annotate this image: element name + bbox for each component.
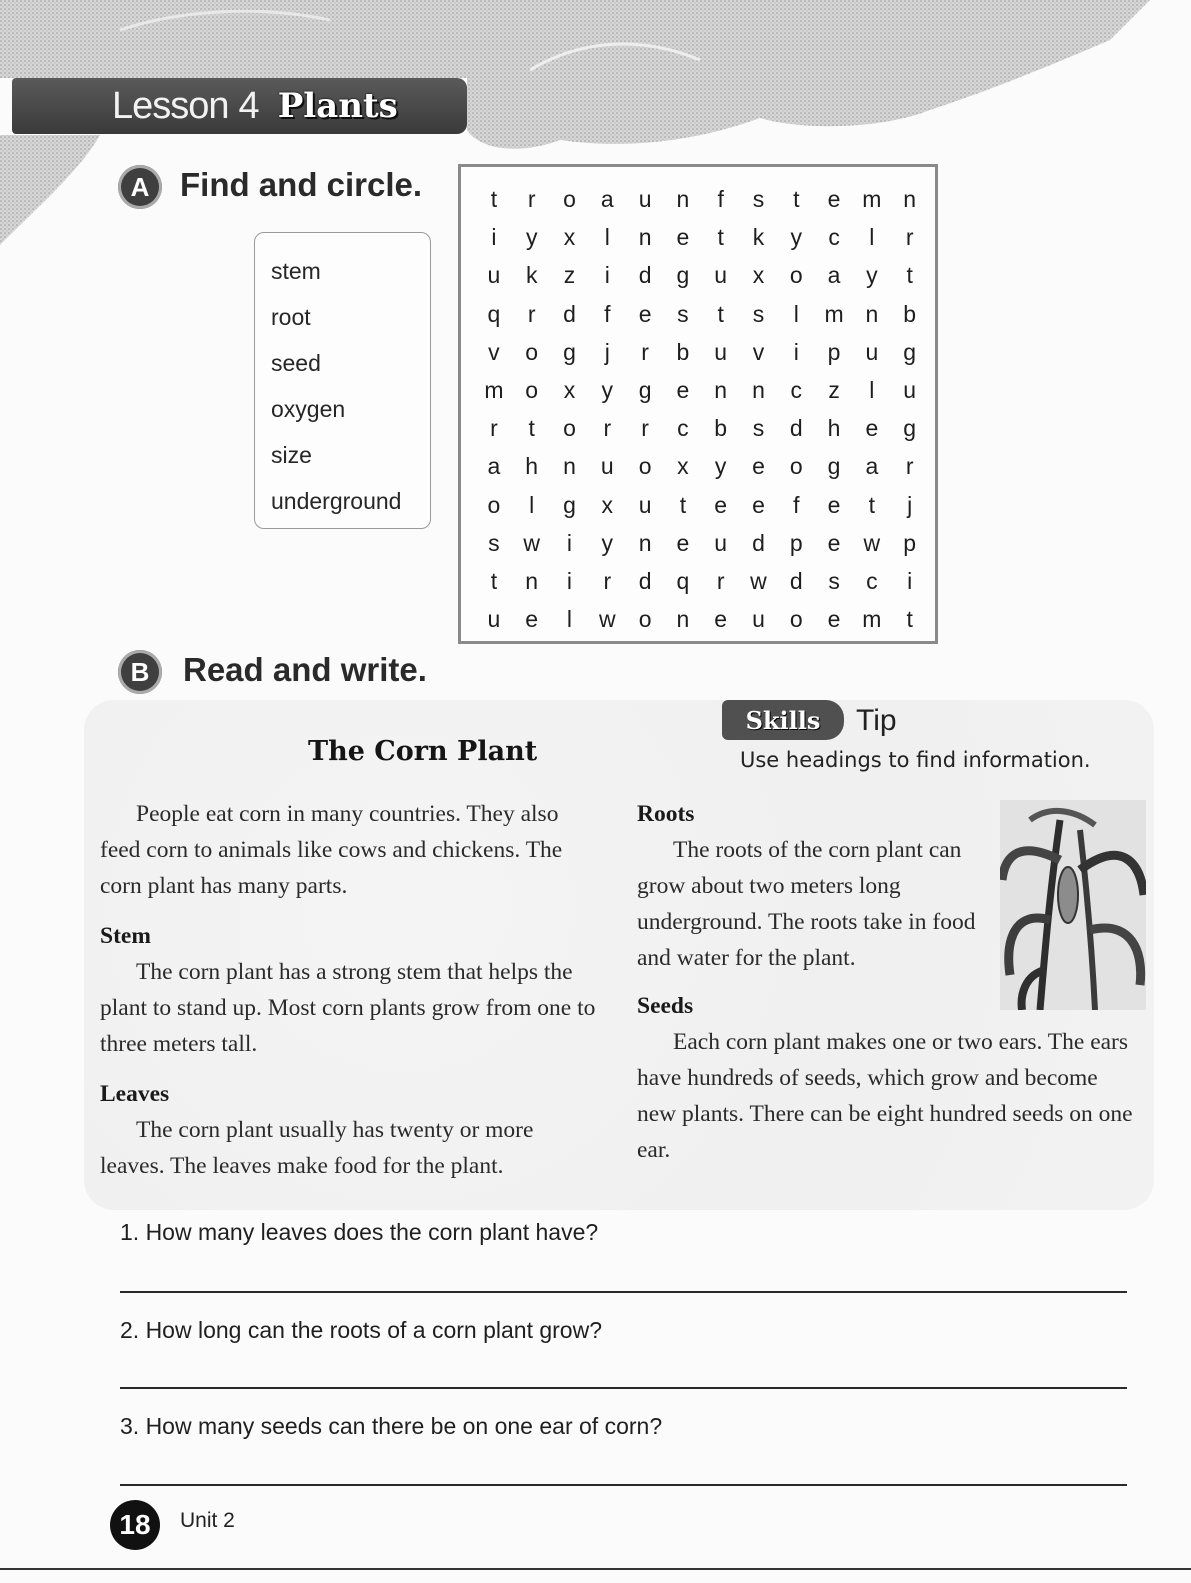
- grid-letter[interactable]: i: [604, 262, 610, 289]
- lesson-header: [12, 78, 467, 134]
- grid-letter[interactable]: x: [601, 491, 614, 518]
- grid-letter[interactable]: e: [676, 529, 690, 556]
- grid-letter[interactable]: q: [487, 300, 501, 327]
- grid-letter[interactable]: t: [717, 224, 724, 251]
- grid-letter[interactable]: i: [793, 338, 799, 365]
- grid-letter[interactable]: n: [676, 606, 690, 633]
- grid-letter[interactable]: g: [903, 415, 917, 442]
- word-list-item: underground: [271, 488, 402, 514]
- grid-letter[interactable]: f: [604, 300, 611, 327]
- grid-letter[interactable]: s: [752, 186, 765, 212]
- grid-letter[interactable]: w: [523, 529, 540, 556]
- grid-letter[interactable]: p: [789, 529, 803, 556]
- skills-tip-label: Tip: [856, 704, 897, 737]
- question-2: 2. How long can the roots of a corn plant grow?: [120, 1317, 603, 1343]
- grid-letter[interactable]: x: [563, 376, 576, 403]
- grid-letter[interactable]: y: [601, 529, 614, 556]
- stem-heading: Stem: [100, 923, 151, 949]
- grid-letter[interactable]: x: [677, 453, 689, 480]
- grid-letter[interactable]: t: [717, 300, 724, 327]
- grid-letter[interactable]: m: [862, 606, 882, 633]
- grid-letter[interactable]: u: [903, 376, 917, 403]
- lesson-label: Lesson: [112, 84, 229, 127]
- article-left-column: [100, 796, 600, 1184]
- grid-letter[interactable]: x: [563, 224, 576, 251]
- grid-letter[interactable]: d: [563, 300, 576, 327]
- grid-letter[interactable]: y: [601, 376, 614, 403]
- grid-letter[interactable]: t: [906, 606, 913, 633]
- grid-letter[interactable]: r: [490, 415, 498, 442]
- grid-letter[interactable]: u: [714, 529, 728, 556]
- grid-letter[interactable]: y: [790, 224, 803, 251]
- grid-letter[interactable]: c: [866, 567, 878, 594]
- grid-letter[interactable]: g: [903, 338, 917, 365]
- grid-letter[interactable]: u: [752, 606, 765, 633]
- grid-letter[interactable]: i: [566, 567, 573, 594]
- section-a-heading: Find and circle.: [180, 166, 423, 203]
- grid-letter[interactable]: e: [714, 606, 728, 633]
- grid-letter[interactable]: o: [638, 453, 652, 480]
- grid-letter[interactable]: z: [828, 376, 840, 403]
- grid-letter[interactable]: o: [638, 606, 652, 633]
- seeds-text: Each corn plant makes one or two ears. The ears have hundreds of seeds, which grow and become new plants. There can be eight hundred seeds on one ear.: [637, 1029, 1133, 1163]
- grid-letter[interactable]: v: [752, 338, 765, 365]
- grid-letter[interactable]: f: [793, 491, 800, 518]
- grid-letter[interactable]: b: [714, 415, 728, 442]
- roots-text: The roots of the corn plant can grow about two meters long underground. The roots take in food and water for the plant.: [637, 837, 976, 971]
- grid-letter[interactable]: e: [752, 453, 765, 480]
- bottom-rule: [0, 1568, 1191, 1570]
- word-list-item: stem: [271, 258, 321, 284]
- grid-letter[interactable]: m: [484, 376, 504, 403]
- grid-letter[interactable]: l: [529, 491, 535, 518]
- grid-letter[interactable]: e: [827, 491, 841, 518]
- grid-letter[interactable]: g: [827, 453, 841, 480]
- grid-letter[interactable]: w: [598, 606, 616, 633]
- grid-letter[interactable]: y: [525, 224, 538, 251]
- grid-letter[interactable]: u: [638, 491, 652, 518]
- grid-letter[interactable]: b: [676, 338, 690, 365]
- grid-letter[interactable]: p: [903, 529, 917, 556]
- roots-heading: Roots: [637, 801, 695, 827]
- section-a-badge: A: [118, 165, 162, 209]
- grid-letter[interactable]: s: [752, 300, 765, 327]
- article-intro: People eat corn in many countries. They also feed corn to animals like cows and chickens. The corn plant has many parts.: [100, 801, 563, 899]
- grid-letter[interactable]: t: [490, 186, 498, 212]
- grid-letter[interactable]: c: [790, 376, 803, 403]
- grid-letter[interactable]: t: [906, 262, 913, 289]
- grid-letter[interactable]: u: [865, 338, 879, 365]
- grid-letter[interactable]: t: [868, 491, 876, 518]
- unit-label: Unit 2: [180, 1509, 235, 1532]
- grid-letter[interactable]: z: [563, 262, 576, 289]
- word-search-grid[interactable]: [458, 164, 938, 644]
- grid-letter[interactable]: y: [714, 453, 727, 480]
- answer-line-3[interactable]: [120, 1484, 1127, 1486]
- grid-letter[interactable]: d: [752, 529, 765, 556]
- grid-letter[interactable]: k: [752, 224, 765, 251]
- grid-letter[interactable]: g: [563, 338, 576, 365]
- grid-letter[interactable]: e: [676, 224, 690, 251]
- lesson-title: Plants: [277, 86, 398, 126]
- grid-letter[interactable]: e: [752, 491, 765, 518]
- grid-letter[interactable]: i: [566, 529, 573, 556]
- grid-letter[interactable]: v: [488, 338, 500, 365]
- grid-letter[interactable]: e: [714, 491, 728, 518]
- grid-letter[interactable]: g: [676, 262, 690, 289]
- grid-letter[interactable]: m: [824, 300, 844, 327]
- grid-letter[interactable]: i: [907, 567, 913, 594]
- question-1: 1. How many leaves does the corn plant have?: [120, 1219, 599, 1245]
- grid-letter[interactable]: h: [525, 453, 539, 480]
- grid-letter[interactable]: o: [563, 186, 576, 212]
- grid-letter[interactable]: f: [717, 186, 724, 212]
- grid-letter[interactable]: r: [527, 300, 536, 327]
- grid-letter[interactable]: r: [905, 453, 914, 480]
- grid-letter[interactable]: a: [827, 262, 841, 289]
- grid-letter[interactable]: o: [525, 376, 539, 403]
- grid-letter[interactable]: r: [603, 567, 612, 594]
- grid-letter[interactable]: n: [714, 376, 728, 403]
- grid-letter[interactable]: u: [714, 338, 728, 365]
- grid-letter[interactable]: l: [793, 300, 799, 327]
- answer-line-1[interactable]: [120, 1291, 1127, 1293]
- grid-letter[interactable]: n: [525, 567, 539, 594]
- grid-letter[interactable]: e: [676, 376, 690, 403]
- grid-letter[interactable]: m: [862, 186, 882, 212]
- grid-letter[interactable]: o: [789, 453, 803, 480]
- leaves-text: The corn plant usually has twenty or more leaves. The leaves make food for the plant.: [100, 1117, 534, 1179]
- grid-letter[interactable]: e: [827, 606, 841, 633]
- grid-letter[interactable]: d: [789, 415, 803, 442]
- grid-letter[interactable]: a: [487, 453, 501, 480]
- corn-plant-illustration: [1000, 800, 1146, 1010]
- grid-letter[interactable]: g: [563, 491, 576, 518]
- leaves-heading: Leaves: [100, 1081, 170, 1107]
- word-list-item: seed: [271, 350, 321, 376]
- grid-letter[interactable]: e: [525, 606, 539, 633]
- grid-letter[interactable]: t: [679, 491, 687, 518]
- word-list-item: root: [271, 304, 311, 330]
- grid-letter[interactable]: r: [527, 186, 536, 212]
- grid-letter[interactable]: r: [603, 415, 612, 442]
- grid-letter[interactable]: e: [638, 300, 652, 327]
- grid-letter[interactable]: w: [750, 567, 767, 594]
- grid-letter[interactable]: k: [525, 262, 538, 289]
- grid-letter[interactable]: y: [866, 262, 878, 289]
- grid-letter[interactable]: n: [638, 529, 652, 556]
- article-right-column-bottom: [637, 988, 1137, 1168]
- grid-letter[interactable]: t: [793, 186, 800, 212]
- grid-letter[interactable]: u: [487, 262, 501, 289]
- grid-letter[interactable]: n: [865, 300, 879, 327]
- grid-letter[interactable]: e: [827, 186, 841, 212]
- grid-letter[interactable]: n: [563, 453, 576, 480]
- article-title: The Corn Plant: [308, 736, 538, 767]
- grid-letter[interactable]: i: [491, 224, 497, 251]
- grid-letter[interactable]: e: [827, 529, 841, 556]
- grid-letter[interactable]: t: [528, 415, 535, 442]
- section-b-heading: Read and write.: [183, 651, 427, 688]
- grid-letter[interactable]: d: [789, 567, 803, 594]
- grid-letter[interactable]: b: [903, 300, 917, 327]
- grid-letter[interactable]: j: [604, 338, 610, 365]
- grid-letter[interactable]: x: [752, 262, 765, 289]
- grid-letter[interactable]: r: [716, 567, 725, 594]
- grid-letter[interactable]: c: [828, 224, 840, 251]
- word-list: [254, 232, 431, 529]
- grid-letter[interactable]: u: [638, 186, 652, 212]
- grid-letter[interactable]: n: [903, 186, 917, 212]
- grid-letter[interactable]: l: [869, 376, 875, 403]
- lesson-number: 4: [238, 84, 260, 127]
- grid-letter[interactable]: n: [638, 224, 652, 251]
- skills-tip-text: Use headings to find information.: [740, 748, 1091, 772]
- answer-line-2[interactable]: [120, 1387, 1127, 1389]
- grid-letter[interactable]: r: [905, 224, 914, 251]
- grid-letter[interactable]: h: [827, 415, 841, 442]
- page-number: 18: [110, 1500, 160, 1550]
- grid-letter[interactable]: o: [789, 606, 803, 633]
- grid-letter[interactable]: u: [600, 453, 614, 480]
- grid-letter[interactable]: o: [563, 415, 576, 442]
- grid-letter[interactable]: l: [869, 224, 875, 251]
- grid-letter[interactable]: s: [828, 567, 840, 594]
- grid-letter[interactable]: w: [863, 529, 881, 556]
- word-list-item: size: [271, 442, 312, 468]
- grid-letter[interactable]: d: [638, 262, 652, 289]
- grid-letter[interactable]: r: [641, 338, 649, 365]
- grid-letter[interactable]: e: [865, 415, 879, 442]
- grid-letter[interactable]: s: [677, 300, 689, 327]
- question-3: 3. How many seeds can there be on one ear of corn?: [120, 1413, 663, 1439]
- grid-letter[interactable]: s: [488, 529, 500, 556]
- seeds-heading: Seeds: [637, 993, 694, 1019]
- grid-letter[interactable]: u: [487, 606, 501, 633]
- grid-letter[interactable]: a: [600, 186, 614, 212]
- section-b-badge: B: [118, 650, 162, 694]
- grid-letter[interactable]: a: [865, 453, 879, 480]
- grid-letter[interactable]: s: [752, 415, 765, 442]
- grid-letter[interactable]: n: [676, 186, 690, 212]
- grid-letter[interactable]: l: [604, 224, 610, 251]
- grid-letter[interactable]: d: [638, 567, 652, 594]
- grid-letter[interactable]: t: [490, 567, 498, 594]
- grid-letter[interactable]: c: [677, 415, 689, 442]
- skills-badge: Skills: [722, 700, 844, 740]
- grid-letter[interactable]: p: [827, 338, 841, 365]
- grid-letter[interactable]: q: [676, 567, 690, 594]
- grid-letter[interactable]: u: [714, 262, 728, 289]
- grid-letter[interactable]: n: [752, 376, 765, 403]
- grid-letter[interactable]: g: [638, 376, 652, 403]
- grid-letter[interactable]: o: [525, 338, 539, 365]
- stem-text: The corn plant has a strong stem that helps the plant to stand up. Most corn plants grow from one to three meters tall.: [100, 959, 596, 1057]
- grid-letter[interactable]: o: [789, 262, 803, 289]
- grid-letter[interactable]: r: [641, 415, 649, 442]
- article-right-column-top: [637, 796, 997, 976]
- grid-letter[interactable]: l: [566, 606, 573, 633]
- grid-letter[interactable]: o: [487, 491, 501, 518]
- word-list-item: oxygen: [271, 396, 346, 422]
- grid-letter[interactable]: j: [907, 491, 913, 518]
